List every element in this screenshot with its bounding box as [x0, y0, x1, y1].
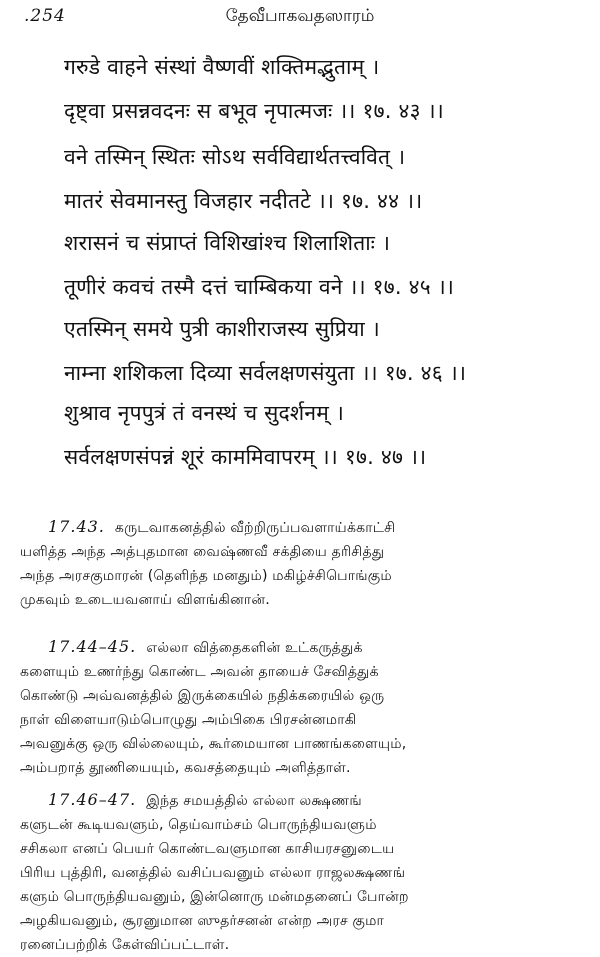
verse-line: एतस्मिन् समये पुत्री काशीराजस्य सुप्रिया । [64, 317, 380, 341]
verse-line: शुश्राव नृपपुत्रं तं वनस्थं च सुदर्शनम् । [64, 401, 345, 425]
commentary-line: 17.43. கருடவாகனத்தில் வீற்றிருப்பவளாய்க்காட்சி [48, 517, 396, 536]
verse-reference: 17.46–47. [48, 790, 137, 809]
commentary-line: களும் பொருந்தியவனும், இன்னொரு மன்மதனைப் போன்ற [20, 889, 409, 905]
verse-reference: 17.44–45. [48, 637, 137, 656]
page-header [0, 6, 600, 32]
commentary-line: 17.44–45. எல்லா வித்தைகளின் உட்கருத்துக் [48, 637, 363, 656]
commentary-line: களுடன் கூடியவளும், தெய்வாம்சம் பொருந்தியவளும் [20, 817, 377, 833]
verse-line: वने तस्मिन् स्थितः सोऽथ सर्वविद्यार्थतत्त्ववित् । [64, 145, 406, 169]
verse-17-46 [64, 314, 584, 402]
running-title: தேவீபாகவதஸாரம் [225, 6, 375, 26]
commentary-line: யளித்த அந்த அத்புதமான வைஷ்ணவீ சக்தியை தரிசித்து [20, 544, 385, 560]
commentary-17-46-47 [20, 788, 585, 957]
verse-line: गरुडे वाहने संस्थां वैष्णवीं शक्तिमद्भुताम् । [64, 55, 380, 79]
verse-line: मातरं सेवमानस्तु विजहार नदीतटे ।। १७. ४४ ।। [64, 189, 423, 213]
verse-line: दृष्ट्वा प्रसन्नवदनः स बभूव नृपात्मजः ।। १७. ४३ ।। [64, 99, 444, 123]
commentary-17-44-45 [20, 635, 585, 780]
verse-17-44 [64, 142, 584, 230]
commentary-line: கொண்டு அவ்வனத்தில் இருக்கையில் நதிக்கரையில் ஒரு [20, 688, 385, 704]
commentary-line: நாள் விளையாடும்பொழுது அம்பிகை பிரசன்னமாகி [20, 712, 357, 728]
verse-line: सर्वलक्षणसंपन्नं शूरं काममिवापरम् ।। १७. ४७ ।। [64, 445, 427, 469]
commentary-line: அழகியவனும், சூரனுமான ஸுதர்சனன் என்ற அரச குமா [20, 913, 385, 929]
page-number: .254 [24, 6, 66, 26]
commentary-line: முகவும் உடையவனாய் விளங்கினான். [20, 592, 270, 608]
commentary-line: சசிகலா எனப் பெயர் கொண்டவளுமான காசியரசனுடைய [20, 841, 395, 857]
verse-line: तूणीरं कवचं तस्मै दत्तं चाम्बिकया वने ।। १७. ४५ ।। [64, 275, 455, 299]
commentary-line: அவனுக்கு ஒரு வில்லையும், கூர்மையான பாணங்களையும், [20, 736, 407, 752]
commentary-line: பிரிய புத்திரி, வனத்தில் வசிப்பவனும் எல்லா ராஜலக்ஷணங் [20, 865, 406, 881]
commentary-line: அந்த அரசகுமாரன் (தெளிந்த மனதும்) மகிழ்ச்சிபொங்கும் [20, 568, 392, 584]
commentary-line: அம்பறாத் தூணியையும், கவசத்தையும் அளித்தாள். [20, 760, 351, 776]
commentary-line: களையும் உணர்ந்து கொண்ட அவன் தாயைச் சேவித்துக் [20, 664, 379, 680]
verse-17-45 [64, 228, 584, 316]
verse-reference: 17.43. [48, 517, 105, 536]
verse-17-47 [64, 398, 584, 486]
commentary-line: 17.46–47. இந்த சமயத்தில் எல்லா லக்ஷணங் [48, 790, 362, 809]
commentary-17-43 [20, 515, 585, 612]
verse-line: शरासनं च संप्राप्तं विशिखांश्च शिलाशिताः । [64, 231, 391, 255]
commentary-line: ரனைப்பற்றிக் கேள்விப்பட்டாள். [20, 937, 230, 953]
verse-line: नाम्ना शशिकला दिव्या सर्वलक्षणसंयुता ।। १७. ४६ ।। [64, 361, 467, 385]
verse-17-43 [64, 52, 584, 140]
